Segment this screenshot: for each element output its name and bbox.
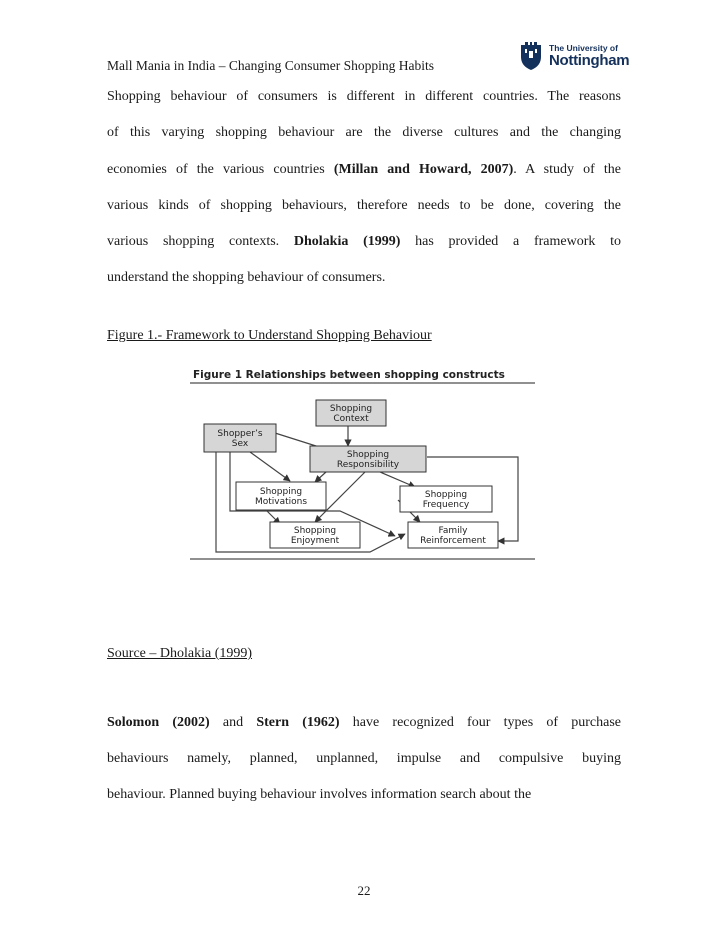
- box-label: Shopping: [346, 450, 390, 460]
- box-shopping-context: [316, 400, 386, 426]
- text-run: of this varying shopping behaviour are the diverse cultures and the changing: [107, 125, 621, 140]
- para2-line: [107, 749, 621, 769]
- box-label: Responsibility: [336, 460, 400, 470]
- text-run: Shopping behaviour of consumers is different in different countries. The reasons: [107, 89, 621, 104]
- para1-line: [107, 268, 621, 288]
- logo-line-2: Nottingham: [549, 52, 630, 69]
- para1-line: [107, 160, 621, 180]
- box-label: Enjoyment: [290, 536, 340, 546]
- text-run: behaviour. Planned buying behaviour involves information search about the: [107, 787, 532, 802]
- text-run: has provided a framework to: [400, 234, 621, 249]
- box-label: Shopping: [259, 487, 303, 497]
- box-label: Shopping: [424, 490, 468, 500]
- citation-millan-howard: (Millan and Howard, 2007): [333, 162, 514, 177]
- running-header: Mall Mania in India – Changing Consumer Shopping Habits: [107, 58, 434, 73]
- text-run: various shopping contexts.: [107, 234, 294, 249]
- logo-line-1: The University of: [549, 43, 618, 53]
- text-run: have recognized four types of purchase: [339, 715, 621, 730]
- para1-line: [107, 123, 621, 143]
- box-shopping-frequency: [400, 486, 492, 512]
- university-logo: [519, 40, 630, 74]
- framework-figure: [190, 366, 540, 562]
- para2-line: [107, 785, 621, 805]
- framework-diagram: [190, 366, 540, 562]
- box-shopping-enjoyment: [270, 522, 360, 548]
- box-label: Shopper’s: [217, 429, 263, 439]
- box-label: Context: [333, 414, 369, 424]
- university-crest-icon: [519, 41, 543, 71]
- figure-title: Figure 1 Relationships between shopping constructs: [193, 369, 505, 381]
- box-label: Reinforcement: [420, 536, 486, 546]
- box-label: Motivations: [254, 497, 308, 507]
- box-label: Family: [438, 526, 468, 536]
- para1-line: [107, 232, 621, 252]
- text-run: and: [209, 715, 257, 730]
- text-run: . A study of the: [513, 162, 621, 177]
- box-shoppers-sex: [204, 424, 276, 452]
- citation-stern: Stern (1962): [256, 715, 340, 730]
- text-run: economies of the various countries: [107, 162, 334, 177]
- box-label: Frequency: [422, 500, 470, 510]
- para2-line: [107, 713, 621, 733]
- box-family-reinforcement: [408, 522, 498, 548]
- citation-dholakia: Dholakia (1999): [293, 234, 401, 249]
- text-run: various kinds of shopping behaviours, therefore needs to be done, covering the: [107, 198, 621, 213]
- text-run: understand the shopping behaviour of consumers.: [107, 270, 386, 285]
- citation-solomon: Solomon (2002): [107, 715, 210, 730]
- box-shopping-responsibility: [310, 446, 426, 472]
- figure-source: Source – Dholakia (1999): [107, 646, 253, 661]
- text-run: behaviours namely, planned, unplanned, impulse and compulsive buying: [107, 751, 621, 766]
- figure-caption: Figure 1.- Framework to Understand Shopping Behaviour: [107, 328, 432, 343]
- box-label: Shopping: [293, 526, 337, 536]
- box-label: Shopping: [329, 404, 373, 414]
- page-number: 22: [357, 883, 371, 898]
- box-label: Sex: [231, 439, 249, 449]
- para1-line: [107, 87, 621, 107]
- para1-line: [107, 196, 621, 216]
- box-shopping-motivations: [236, 482, 326, 510]
